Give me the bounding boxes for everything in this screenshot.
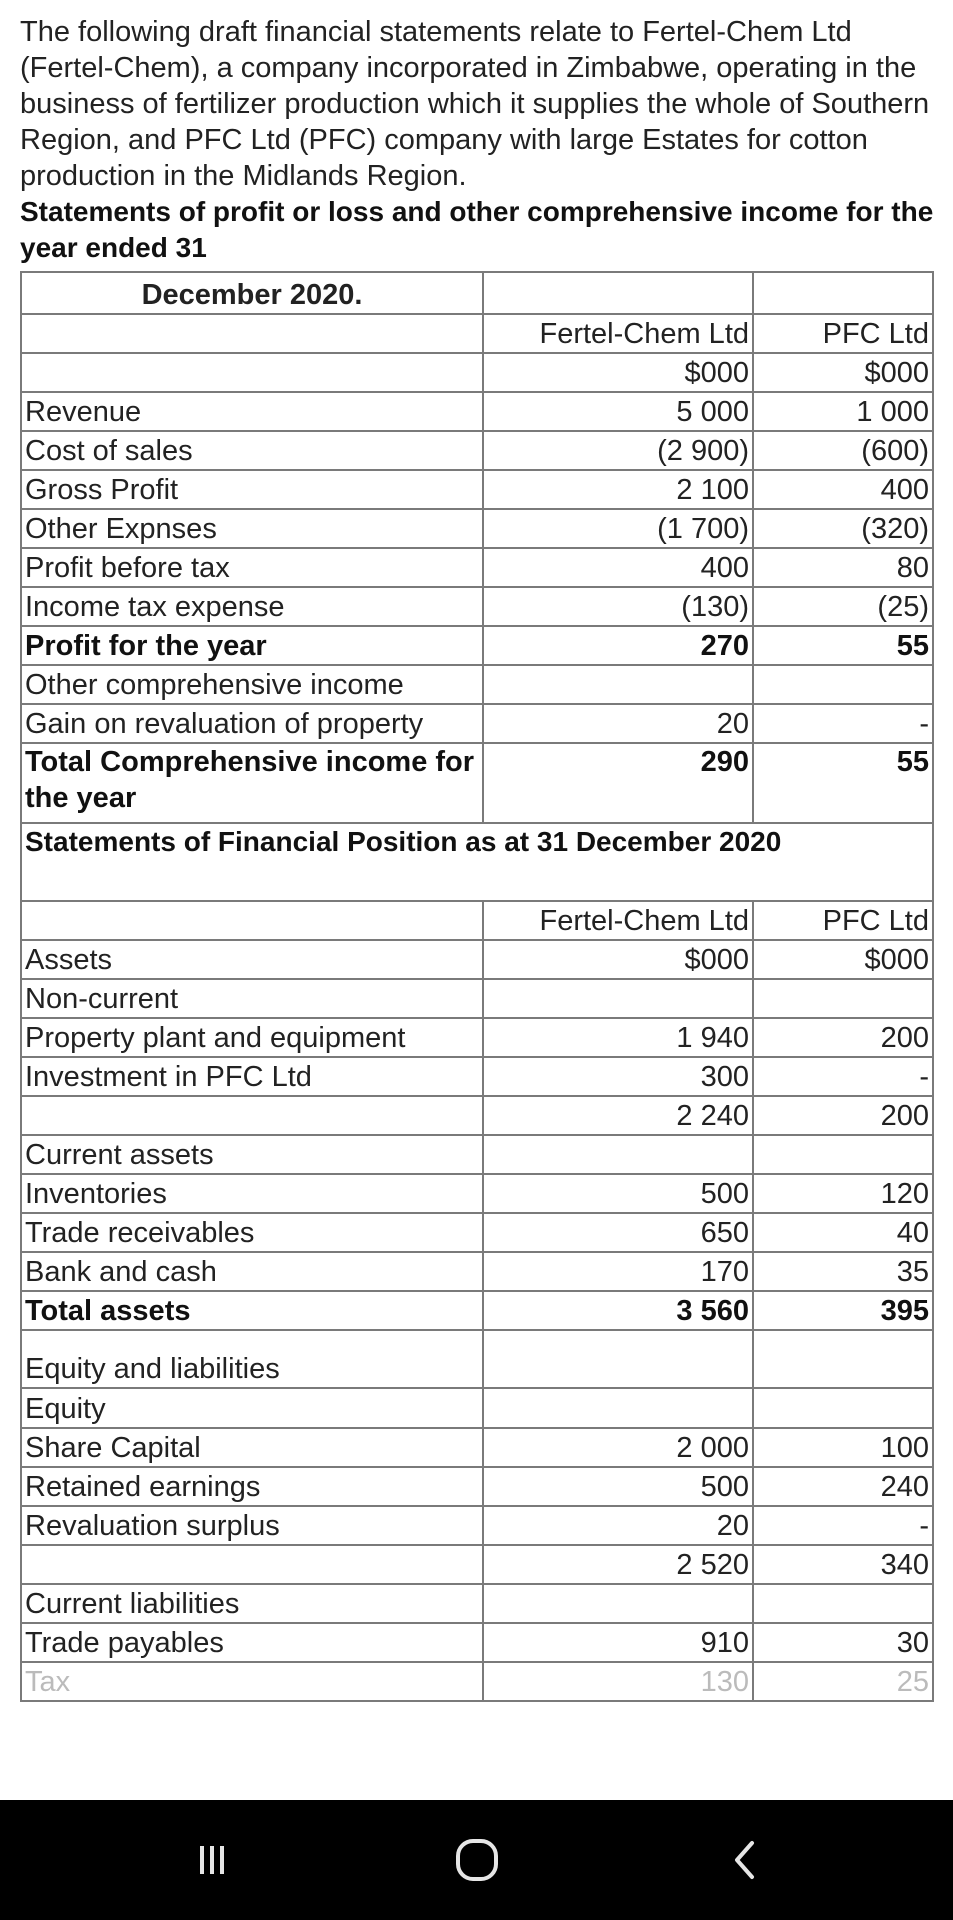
fertel-value: 290 xyxy=(483,743,753,823)
row-label: Current assets xyxy=(21,1135,483,1174)
pl-col-pfc: PFC Ltd xyxy=(753,314,933,353)
pfc-value: 240 xyxy=(753,1467,933,1506)
row-label: Other Expnses xyxy=(21,509,483,548)
table-row xyxy=(21,940,933,979)
fertel-value: 3 560 xyxy=(483,1291,753,1330)
row-label: Equity and liabilities xyxy=(21,1330,483,1388)
fp-unit-pfc: $000 xyxy=(753,940,933,979)
table-row xyxy=(21,1545,933,1584)
table-row xyxy=(21,548,933,587)
fertel-value: 500 xyxy=(483,1467,753,1506)
fp-heading: Statements of Financial Position as at 31 December 2020 xyxy=(21,823,933,901)
row-label xyxy=(21,1096,483,1135)
table-row xyxy=(21,392,933,431)
fertel-value: 270 xyxy=(483,626,753,665)
row-label: Retained earnings xyxy=(21,1467,483,1506)
fertel-value: 300 xyxy=(483,1057,753,1096)
pfc-value: 35 xyxy=(753,1252,933,1291)
table-row xyxy=(21,509,933,548)
pl-heading-cont: December 2020. xyxy=(21,272,483,314)
row-label xyxy=(21,1545,483,1584)
fertel-value: 170 xyxy=(483,1252,753,1291)
row-label: Property plant and equipment xyxy=(21,1018,483,1057)
row-label: Assets xyxy=(21,940,483,979)
intro-paragraph: The following draft financial statements relate to Fertel-Chem Ltd (Fertel-Chem), a company incorporated in Zimbabwe, operating in the business of fertilizer production which it supplies the whole of Southern Region, and PFC Ltd (PFC) company with large Estates for cotton production in the Midlands Region. xyxy=(20,16,930,192)
fertel-value: (130) xyxy=(483,587,753,626)
pfc-value: 100 xyxy=(753,1428,933,1467)
table-row xyxy=(21,1096,933,1135)
row-label: Gross Profit xyxy=(21,470,483,509)
fertel-value: 910 xyxy=(483,1623,753,1662)
table-row xyxy=(21,626,933,665)
fp-unit-fertel: $000 xyxy=(483,940,753,979)
row-label: Equity xyxy=(21,1388,483,1428)
fertel-value: 5 000 xyxy=(483,392,753,431)
row-label: Total assets xyxy=(21,1291,483,1330)
table-row xyxy=(21,1057,933,1096)
fertel-value: 500 xyxy=(483,1174,753,1213)
table-row xyxy=(21,1584,933,1623)
row-label: Cost of sales xyxy=(21,431,483,470)
fertel-value xyxy=(483,665,753,704)
fertel-value: 2 000 xyxy=(483,1428,753,1467)
row-label: Income tax expense xyxy=(21,587,483,626)
table-row xyxy=(21,1388,933,1428)
financial-statements-table xyxy=(20,271,934,1702)
row-label: Bank and cash xyxy=(21,1252,483,1291)
table-row xyxy=(21,431,933,470)
table-row xyxy=(21,470,933,509)
pfc-value: 200 xyxy=(753,1018,933,1057)
table-row xyxy=(21,1623,933,1662)
pfc-value: - xyxy=(753,704,933,743)
table-row xyxy=(21,1252,933,1291)
row-label: Tax xyxy=(21,1662,483,1701)
pl-unit-row xyxy=(21,353,933,392)
row-label: Revenue xyxy=(21,392,483,431)
table-row xyxy=(21,743,933,823)
pfc-value: 200 xyxy=(753,1096,933,1135)
fp-col-fertel: Fertel-Chem Ltd xyxy=(483,901,753,940)
row-label: Revaluation surplus xyxy=(21,1506,483,1545)
pfc-value: 400 xyxy=(753,470,933,509)
pfc-value: 55 xyxy=(753,626,933,665)
pl-header-row xyxy=(21,314,933,353)
row-label: Current liabilities xyxy=(21,1584,483,1623)
home-icon[interactable] xyxy=(447,1830,507,1890)
row-label: Other comprehensive income xyxy=(21,665,483,704)
table-row xyxy=(21,1174,933,1213)
row-label: Profit for the year xyxy=(21,626,483,665)
row-label: Trade payables xyxy=(21,1623,483,1662)
pfc-value: 120 xyxy=(753,1174,933,1213)
pl-heading-row xyxy=(21,272,933,314)
pfc-value: 55 xyxy=(753,743,933,823)
row-label: Share Capital xyxy=(21,1428,483,1467)
fp-heading-row xyxy=(21,823,933,901)
table-row xyxy=(21,1467,933,1506)
row-label: Profit before tax xyxy=(21,548,483,587)
pfc-value: 25 xyxy=(753,1662,933,1701)
fp-header-row xyxy=(21,901,933,940)
row-label: Investment in PFC Ltd xyxy=(21,1057,483,1096)
pfc-value: 30 xyxy=(753,1623,933,1662)
pl-unit-pfc: $000 xyxy=(753,353,933,392)
back-icon[interactable] xyxy=(715,1830,775,1890)
table-row xyxy=(21,1428,933,1467)
pfc-value: 40 xyxy=(753,1213,933,1252)
recent-apps-icon[interactable] xyxy=(182,1830,242,1890)
fertel-value: 1 940 xyxy=(483,1018,753,1057)
fertel-value: (2 900) xyxy=(483,431,753,470)
fertel-value: 400 xyxy=(483,548,753,587)
table-row xyxy=(21,587,933,626)
fertel-value: 650 xyxy=(483,1213,753,1252)
table-row xyxy=(21,1291,933,1330)
row-label: Total Comprehensive income for the year xyxy=(21,743,483,823)
table-row xyxy=(21,1330,933,1388)
pfc-value: - xyxy=(753,1057,933,1096)
table-row xyxy=(21,1506,933,1545)
pl-unit-fertel: $000 xyxy=(483,353,753,392)
pfc-value: 340 xyxy=(753,1545,933,1584)
fertel-value: 2 520 xyxy=(483,1545,753,1584)
fertel-value: 130 xyxy=(483,1662,753,1701)
pfc-value: (25) xyxy=(753,587,933,626)
pfc-value xyxy=(753,665,933,704)
android-nav-bar xyxy=(0,1800,953,1920)
fertel-value: 2 100 xyxy=(483,470,753,509)
pfc-value: 1 000 xyxy=(753,392,933,431)
table-row xyxy=(21,665,933,704)
row-label: Non-current xyxy=(21,979,483,1018)
pl-heading: Statements of profit or loss and other comprehensive income for the year ended 31 xyxy=(20,196,934,263)
pfc-value: (600) xyxy=(753,431,933,470)
pl-col-fertel: Fertel-Chem Ltd xyxy=(483,314,753,353)
fp-col-pfc: PFC Ltd xyxy=(753,901,933,940)
row-label: Gain on revaluation of property xyxy=(21,704,483,743)
row-label: Inventories xyxy=(21,1174,483,1213)
fertel-value: 20 xyxy=(483,1506,753,1545)
table-row xyxy=(21,979,933,1018)
fertel-value: 2 240 xyxy=(483,1096,753,1135)
table-row xyxy=(21,1662,933,1701)
table-row xyxy=(21,1213,933,1252)
pfc-value: - xyxy=(753,1506,933,1545)
table-row xyxy=(21,704,933,743)
pfc-value: (320) xyxy=(753,509,933,548)
table-row xyxy=(21,1018,933,1057)
table-row xyxy=(21,1135,933,1174)
fertel-value: (1 700) xyxy=(483,509,753,548)
fertel-value: 20 xyxy=(483,704,753,743)
row-label: Trade receivables xyxy=(21,1213,483,1252)
pfc-value: 395 xyxy=(753,1291,933,1330)
pfc-value: 80 xyxy=(753,548,933,587)
